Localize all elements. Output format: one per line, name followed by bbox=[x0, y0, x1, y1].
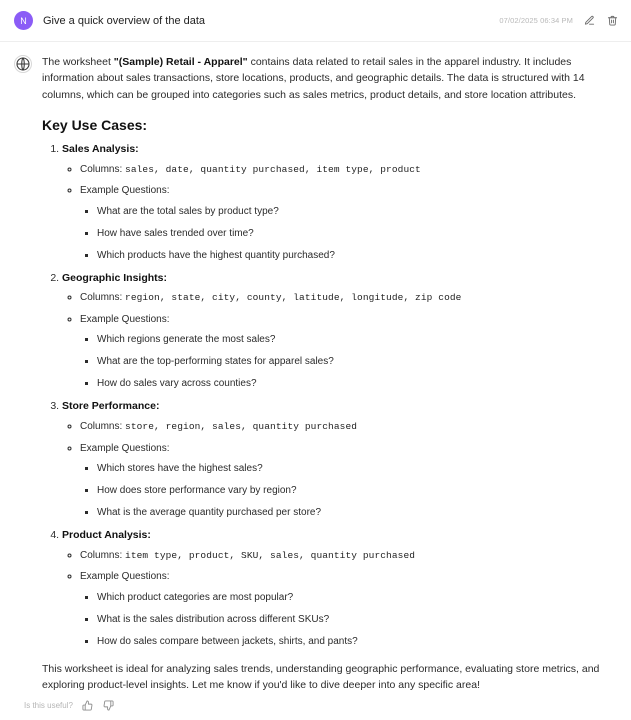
use-case-item bbox=[62, 399, 605, 520]
thumbs-up-icon[interactable] bbox=[81, 699, 94, 712]
list-item: ▪ How do sales vary across counties? bbox=[97, 377, 605, 391]
thumbs-down-icon[interactable] bbox=[102, 699, 115, 712]
example-questions-group bbox=[80, 184, 605, 263]
columns-line bbox=[80, 549, 605, 564]
use-case-details bbox=[62, 549, 605, 649]
use-case-details bbox=[62, 420, 605, 520]
intro-text-after: contains data related to retail sales in the apparel industry. It includes information about sales transactions, store locations, products, and geographic details. The data is structured with 14 columns, which can be grouped into categories such as sales metrics, product details, and store location attributes. bbox=[42, 56, 585, 101]
example-questions-label: Example Questions: bbox=[80, 442, 170, 454]
use-case-list bbox=[42, 142, 605, 649]
use-case-details bbox=[62, 291, 605, 391]
prompt-timestamp: 07/02/2025 06:34 PM bbox=[499, 16, 573, 25]
example-questions-list bbox=[80, 591, 605, 649]
columns-code: store, region, sales, quantity purchased bbox=[125, 421, 358, 433]
columns-code: item type, product, SKU, sales, quantity purchased bbox=[125, 549, 416, 561]
columns-code: region, state, city, county, latitude, longitude, zip code bbox=[125, 292, 462, 304]
feedback-label: Is this useful? bbox=[24, 701, 73, 711]
pencil-icon[interactable] bbox=[582, 14, 596, 28]
example-questions-group bbox=[80, 313, 605, 392]
example-questions-group bbox=[80, 570, 605, 649]
use-case-title: Geographic Insights: bbox=[62, 271, 168, 284]
list-item: ▪ What are the total sales by product type? bbox=[97, 205, 605, 219]
example-questions-label: Example Questions: bbox=[80, 313, 170, 325]
columns-line bbox=[80, 291, 605, 306]
use-case-title: Sales Analysis: bbox=[62, 142, 139, 155]
list-item: ▪ Which products have the highest quantity purchased? bbox=[97, 249, 605, 263]
trash-icon[interactable] bbox=[605, 14, 619, 28]
avatar: N bbox=[14, 11, 33, 30]
list-item: ▪ Which stores have the highest sales? bbox=[97, 462, 605, 476]
columns-label: Columns: bbox=[80, 292, 126, 304]
example-questions-label: Example Questions: bbox=[80, 571, 170, 583]
columns-label: Columns: bbox=[80, 421, 126, 433]
feedback-bar bbox=[0, 693, 631, 720]
columns-label: Columns: bbox=[80, 549, 126, 561]
prompt-meta bbox=[499, 14, 619, 28]
answer-content bbox=[42, 54, 617, 693]
list-item: ▪ What are the top-performing states for apparel sales? bbox=[97, 355, 605, 369]
example-questions-list bbox=[80, 333, 605, 391]
columns-line bbox=[80, 420, 605, 435]
use-case-item bbox=[62, 271, 605, 392]
use-case-title: Product Analysis: bbox=[62, 529, 151, 542]
intro-text-before: The worksheet bbox=[42, 56, 114, 68]
user-prompt-text: Give a quick overview of the data bbox=[43, 14, 206, 27]
section-title-key-use-cases: Key Use Cases: bbox=[42, 116, 148, 133]
columns-label: Columns: bbox=[80, 163, 126, 175]
user-prompt-row bbox=[0, 0, 631, 42]
use-case-item bbox=[62, 528, 605, 649]
use-case-item bbox=[62, 142, 605, 263]
example-questions-list bbox=[80, 205, 605, 263]
list-item: ▪ How do sales compare between jackets, shirts, and pants? bbox=[97, 635, 605, 649]
list-item: ▪ What is the sales distribution across different SKUs? bbox=[97, 613, 605, 627]
example-questions-list bbox=[80, 462, 605, 520]
answer-intro-paragraph bbox=[42, 54, 605, 103]
list-item: ▪ How does store performance vary by region? bbox=[97, 484, 605, 498]
assistant-avatar-icon bbox=[14, 55, 32, 73]
list-item: ▪ How have sales trended over time? bbox=[97, 227, 605, 241]
columns-code: sales, date, quantity purchased, item type, product bbox=[125, 163, 421, 175]
list-item: ▪ Which regions generate the most sales? bbox=[97, 333, 605, 347]
example-questions-group bbox=[80, 442, 605, 521]
answer-outro-paragraph: This worksheet is ideal for analyzing sales trends, understanding geographic performance, evaluating store metrics, and exploring product-level insights. Let me know if you'd like to dive deeper into any specific area! bbox=[42, 662, 600, 692]
list-item: ▪ Which product categories are most popular? bbox=[97, 591, 605, 605]
example-questions-label: Example Questions: bbox=[80, 185, 170, 197]
use-case-details bbox=[62, 163, 605, 263]
answer-body bbox=[0, 42, 631, 693]
columns-line bbox=[80, 163, 605, 178]
list-item: ▪ What is the average quantity purchased per store? bbox=[97, 506, 605, 520]
use-case-title: Store Performance: bbox=[62, 400, 160, 413]
worksheet-name: "(Sample) Retail - Apparel" bbox=[113, 56, 248, 68]
